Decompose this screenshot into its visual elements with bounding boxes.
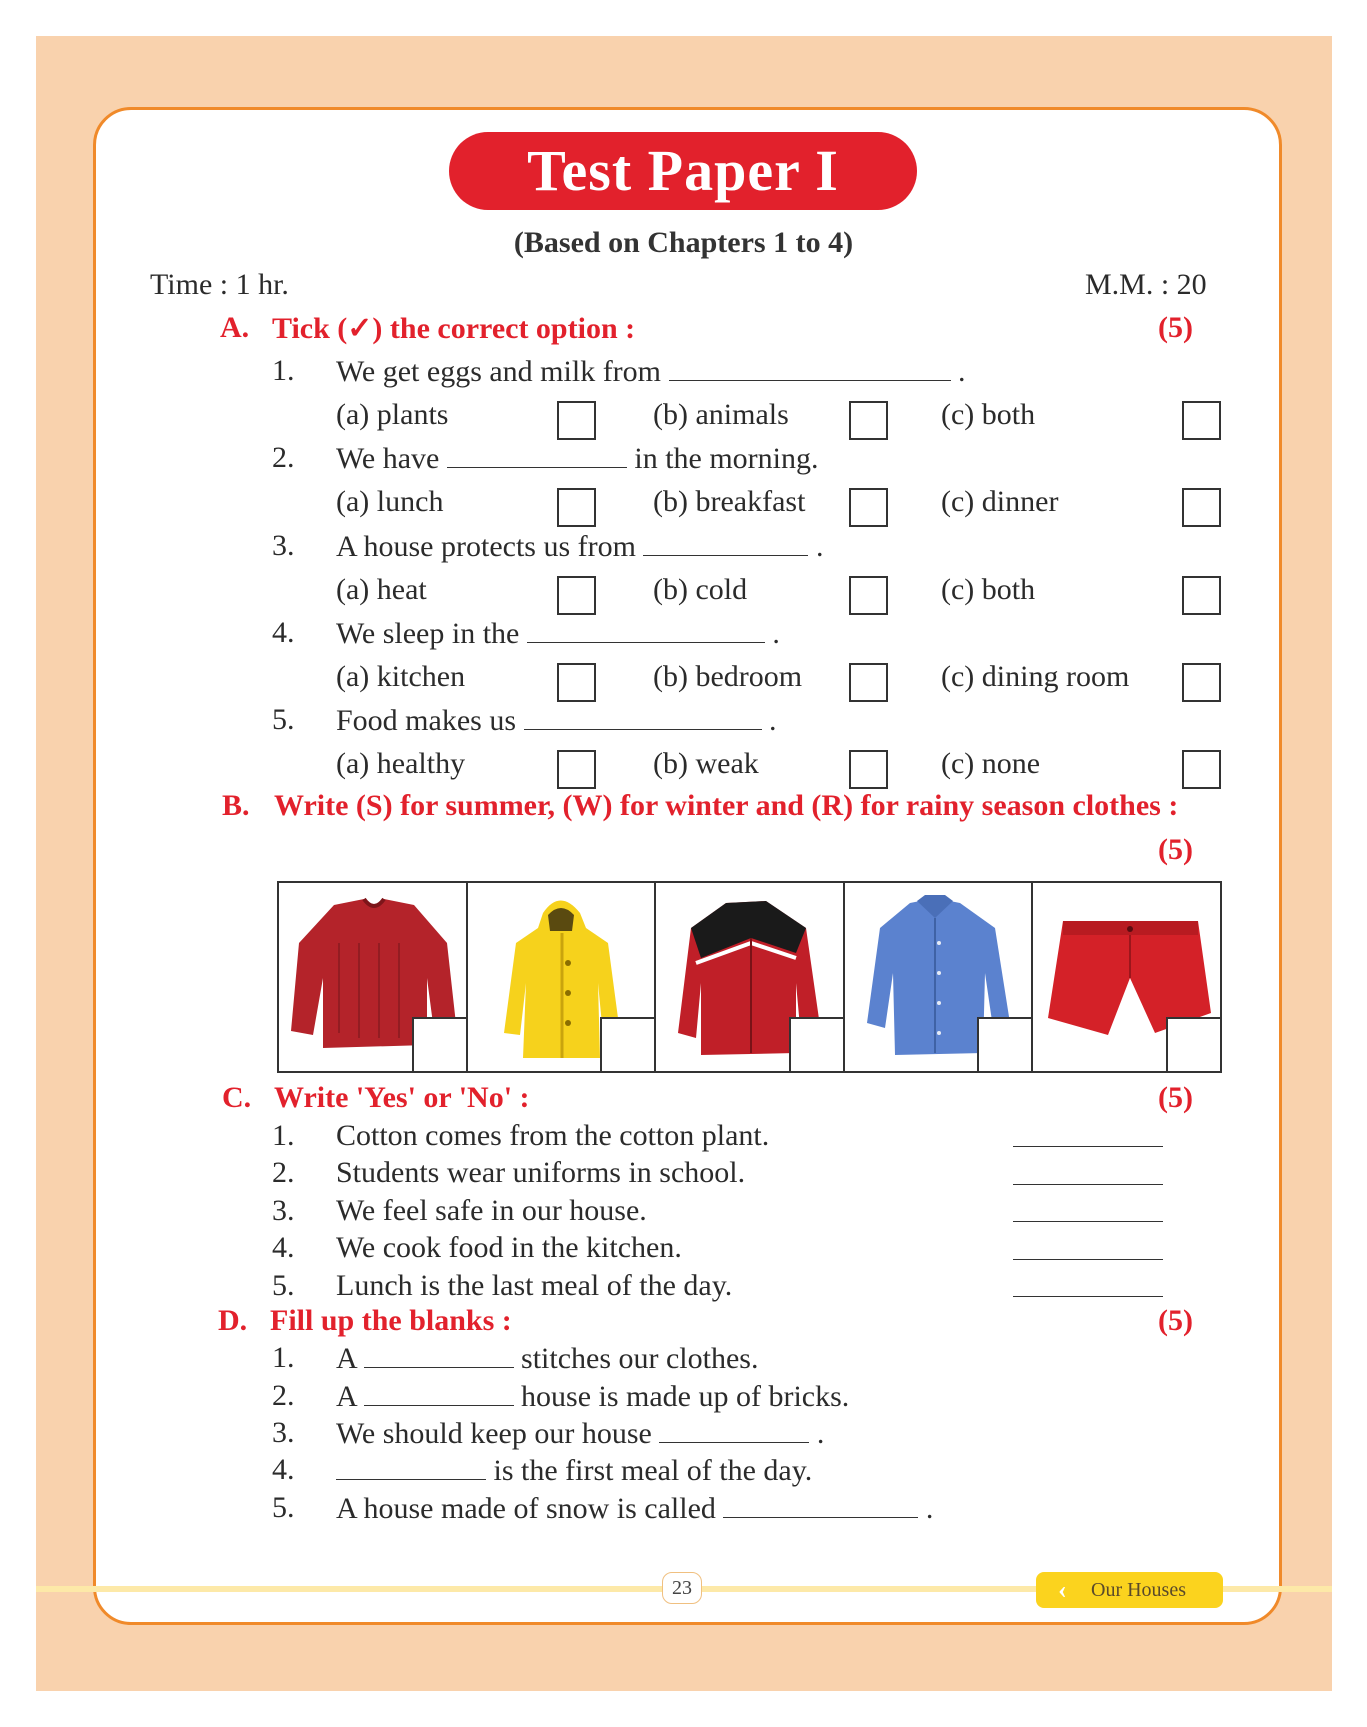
- question-number: 5.: [272, 703, 295, 736]
- option-c: (c) dinner: [941, 485, 1059, 518]
- question-text: [336, 1416, 824, 1451]
- question-pre: A: [336, 1342, 357, 1375]
- section-title: Write (S) for summer, (W) for winter and (R) for rainy season clothes :: [274, 789, 1179, 822]
- option-a: (a) heat: [336, 573, 427, 606]
- question-text: [336, 354, 966, 389]
- question-pre: We sleep in the: [336, 617, 520, 650]
- tick-checkbox[interactable]: [1182, 488, 1221, 527]
- answer-blank[interactable]: [659, 1416, 809, 1443]
- section-d-marks: (5): [1158, 1304, 1193, 1337]
- page-title: Test Paper I: [449, 132, 917, 210]
- question-post: house is made up of bricks.: [521, 1380, 850, 1413]
- question-text: Cotton comes from the cotton plant.: [336, 1119, 770, 1152]
- tick-checkbox[interactable]: [849, 488, 888, 527]
- answer-blank[interactable]: [364, 1341, 514, 1368]
- answer-blank[interactable]: [1013, 1146, 1163, 1147]
- page-number: 23: [662, 1572, 702, 1604]
- question-number: 3.: [272, 1194, 295, 1227]
- question-text: Students wear uniforms in school.: [336, 1156, 746, 1189]
- question-text: [336, 703, 777, 738]
- answer-blank[interactable]: [447, 441, 627, 468]
- answer-blank[interactable]: [336, 1453, 486, 1480]
- option-b: (b) breakfast: [653, 485, 806, 518]
- section-letter: B.: [222, 789, 250, 822]
- question-text: [336, 1491, 933, 1526]
- clothes-strip: [277, 881, 1222, 1073]
- answer-blank[interactable]: [723, 1491, 918, 1518]
- question-number: 1.: [272, 1119, 295, 1152]
- tick-checkbox[interactable]: [849, 401, 888, 440]
- tick-checkbox[interactable]: [1182, 576, 1221, 615]
- question-text: Lunch is the last meal of the day.: [336, 1269, 733, 1302]
- question-number: 3.: [272, 1416, 295, 1449]
- clothing-jacket: [656, 883, 845, 1071]
- answer-box[interactable]: [600, 1017, 654, 1071]
- question-text: We feel safe in our house.: [336, 1194, 647, 1227]
- time-label: Time : 1 hr.: [150, 268, 289, 301]
- tick-checkbox[interactable]: [557, 401, 596, 440]
- section-letter: D.: [218, 1304, 248, 1337]
- option-a: (a) kitchen: [336, 660, 466, 693]
- question-post: is the first meal of the day.: [493, 1454, 813, 1487]
- question-number: 2.: [272, 441, 295, 474]
- option-c: (c) dining room: [941, 660, 1130, 693]
- clothing-shorts: [1033, 883, 1220, 1071]
- tick-checkbox[interactable]: [849, 663, 888, 702]
- clothing-sweater: [279, 883, 468, 1071]
- answer-blank[interactable]: [643, 529, 808, 556]
- section-title: Fill up the blanks :: [270, 1304, 512, 1337]
- section-letter: A.: [220, 311, 250, 344]
- question-number: 4.: [272, 616, 295, 649]
- answer-blank[interactable]: [364, 1379, 514, 1406]
- question-pre: We get eggs and milk from: [336, 355, 662, 388]
- section-a-marks: (5): [1158, 311, 1193, 344]
- chapter-tag[interactable]: [1036, 1572, 1223, 1608]
- section-c-marks: (5): [1158, 1081, 1193, 1114]
- answer-box[interactable]: [977, 1017, 1031, 1071]
- question-number: 2.: [272, 1156, 295, 1189]
- answer-blank[interactable]: [1013, 1221, 1163, 1222]
- question-post: .: [772, 617, 780, 650]
- question-post: .: [958, 355, 966, 388]
- chapter-label: Our Houses: [1091, 1579, 1186, 1601]
- tick-checkbox[interactable]: [557, 750, 596, 789]
- option-a: (a) plants: [336, 398, 449, 431]
- tick-checkbox[interactable]: [849, 576, 888, 615]
- question-number: 5.: [272, 1269, 295, 1302]
- option-c: (c) both: [941, 398, 1036, 431]
- answer-blank[interactable]: [524, 703, 762, 730]
- question-pre: Food makes us: [336, 704, 516, 737]
- tick-checkbox[interactable]: [1182, 663, 1221, 702]
- tick-checkbox[interactable]: [1182, 750, 1221, 789]
- tick-checkbox[interactable]: [849, 750, 888, 789]
- clothing-raincoat: [468, 883, 657, 1071]
- question-number: 1.: [272, 354, 295, 387]
- section-title: Tick (✓) the correct option :: [272, 312, 636, 345]
- question-text: We cook food in the kitchen.: [336, 1231, 682, 1264]
- question-number: 1.: [272, 1341, 295, 1374]
- answer-blank[interactable]: [1013, 1259, 1163, 1260]
- question-pre: We have: [336, 442, 440, 475]
- section-b-marks: (5): [1158, 833, 1193, 866]
- question-text: [336, 1341, 758, 1376]
- chevron-left-icon: ‹: [1058, 1575, 1067, 1604]
- question-post: stitches our clothes.: [521, 1342, 759, 1375]
- answer-blank[interactable]: [669, 354, 951, 381]
- question-pre: A house made of snow is called: [336, 1492, 716, 1525]
- tick-checkbox[interactable]: [557, 663, 596, 702]
- answer-blank[interactable]: [527, 616, 765, 643]
- option-b: (b) cold: [653, 573, 748, 606]
- question-number: 3.: [272, 529, 295, 562]
- option-a: (a) healthy: [336, 747, 466, 780]
- question-text: [336, 441, 819, 476]
- question-text: [336, 1379, 849, 1414]
- page-subtitle: (Based on Chapters 1 to 4): [513, 226, 854, 259]
- answer-blank[interactable]: [1013, 1296, 1163, 1297]
- answer-box[interactable]: [1166, 1017, 1220, 1071]
- section-title: Write 'Yes' or 'No' :: [274, 1081, 530, 1114]
- option-c: (c) none: [941, 747, 1041, 780]
- question-pre: A: [336, 1380, 357, 1413]
- question-post: .: [925, 1492, 934, 1525]
- option-b: (b) animals: [653, 398, 789, 431]
- question-text: [336, 529, 823, 564]
- question-post: in the morning.: [634, 442, 819, 475]
- question-pre: We should keep our house: [336, 1417, 652, 1450]
- question-number: 2.: [272, 1379, 295, 1412]
- question-number: 4.: [272, 1231, 295, 1264]
- question-number: 5.: [272, 1491, 295, 1524]
- question-pre: A house protects us from: [336, 530, 636, 563]
- tick-checkbox[interactable]: [557, 576, 596, 615]
- answer-blank[interactable]: [1013, 1184, 1163, 1185]
- question-post: .: [816, 1417, 825, 1450]
- section-letter: C.: [222, 1081, 252, 1114]
- option-b: (b) bedroom: [653, 660, 803, 693]
- question-text: [336, 616, 780, 651]
- tick-checkbox[interactable]: [1182, 401, 1221, 440]
- option-c: (c) both: [941, 573, 1036, 606]
- question-number: 4.: [272, 1453, 295, 1486]
- question-text: [336, 1453, 812, 1488]
- clothing-shirt: [845, 883, 1034, 1071]
- option-b: (b) weak: [653, 747, 759, 780]
- question-post: .: [769, 704, 777, 737]
- tick-checkbox[interactable]: [557, 488, 596, 527]
- max-marks-label: M.M. : 20: [1085, 268, 1207, 301]
- answer-box[interactable]: [789, 1017, 843, 1071]
- option-a: (a) lunch: [336, 485, 444, 518]
- answer-box[interactable]: [412, 1017, 466, 1071]
- question-post: .: [815, 530, 824, 563]
